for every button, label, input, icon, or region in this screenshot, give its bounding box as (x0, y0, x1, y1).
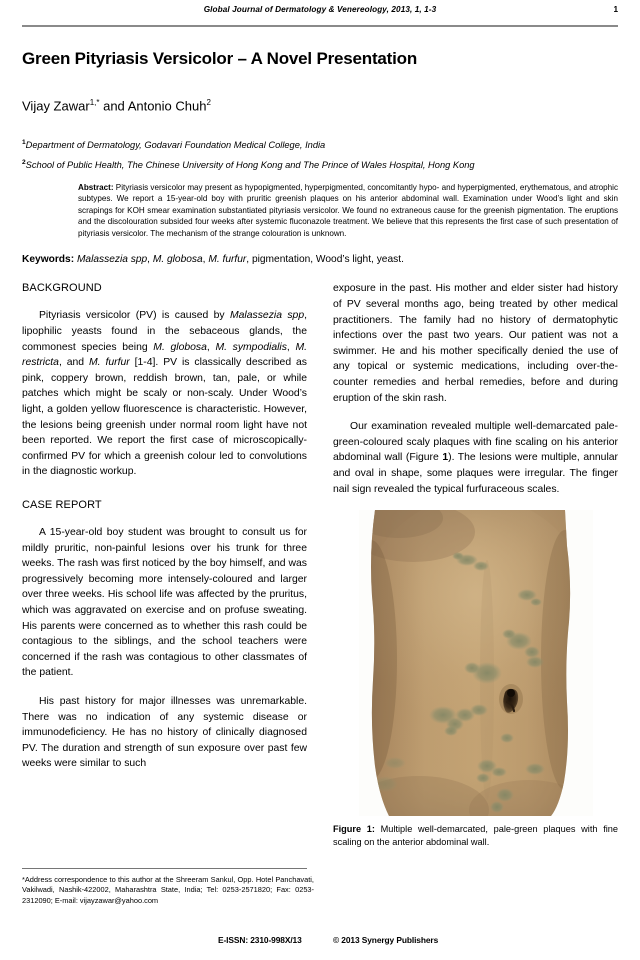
keywords-values (77, 254, 404, 265)
keyword-sep-2: , (202, 254, 209, 266)
paragraph-case-2: His past history for major illnesses was unremarkable. There was no indication of any systemic disease or immunodeficiency. He has no history of clinically diagnosed PV. The duration and strength of sun exposure over past few weeks were similar to such (22, 695, 307, 770)
copyright-label: © 2013 Synergy Publishers (333, 935, 439, 945)
keyword-italic-3: M. furfur (208, 254, 247, 266)
text-run: , (206, 341, 216, 353)
abstract-text: Pityriasis versicolor may present as hypopigmented, hyperpigmented, concomitantly hypo- and hyperpigmented, erythematous, and atrophic subtypes. We report a 15-year-old boy with pruritic greenish plaques on his anterior abdominal wall. Examination under Wood’s light and skin scrapings for KOH smear examination substantiated pityriasis versicolor. We found no extraneous cause for the greenish pigmentation. The eruptions and the discolouration subsided four weeks after systemic fluconazole treatment. We believe that this represents the first case of such presentation of pityriasis versicolor. The mechanism of the strange colouration is unknown. (78, 182, 618, 238)
running-header-journal-line: Global Journal of Dermatology & Venereology, 2013, 1, 1-3 (203, 5, 437, 14)
section-heading-case-report: CASE REPORT (22, 499, 102, 512)
affiliation-text: School of Public Health, The Chinese University of Hong Kong and The Prince of Wales Hospital, Hong Kong (25, 160, 475, 171)
species-name: Malassezia spp (230, 310, 305, 322)
keywords (22, 253, 618, 267)
keyword-tail: , pigmentation, Wood’s light, yeast. (246, 254, 404, 266)
author-1-affiliation-marker: 1,* (89, 98, 100, 107)
text-run: Pityriasis versicolor (PV) is caused by (39, 310, 230, 322)
author-name-2: Antonio Chuh (127, 98, 207, 114)
affiliation-item (22, 136, 618, 152)
text-run: , and (58, 357, 89, 369)
figure-caption-text: Multiple well-demarcated, pale-green plaques with fine scaling on the anterior abdominal wall. (333, 824, 619, 847)
text-run: , (286, 341, 296, 353)
header-divider (22, 25, 618, 27)
species-name: M. restricta (22, 341, 308, 369)
paragraph-case-2-continued: exposure in the past. His mother and elder sister had history of PV several months ago, being treated by other medical practitioners. The family had no history of dermatophytic infections over the past two years. Our patient was not a swimmer. He and his mother specifically denied the use of any topical or systemic medications, including over-the-counter remedies and herbal remedies, before and during eruption of the skin rash. (333, 283, 618, 404)
page-footer (22, 868, 618, 946)
paragraph-case-1: A 15-year-old boy student was brought to consult us for mildly pruritic, non-painful lesions over his trunk for three weeks. The rash was first noticed by the boy himself, and was progressively becoming more intensely-coloured and larger over three weeks. His school life was affected by the pruritus, which was aggravated on exercise and on profuse sweating. His parents were concerned as to whether this rash could be contagious to the siblings, and the school teachers were concerned if the rash was contagious to other classmates of the patient. (22, 527, 307, 679)
text-run: [1-4]. PV is classically described as pink, coppery brown, reddish brown, tan, pale, or while patches which might be scaly or non-scaly. Under Wood’s light, a golden yellow fluorescence is characteristic. However, the lesions being greenish under normal room light have not been reported. We report the first case of microscopically-confirmed PV for which a greenish colour led to convolutions in the diagnostic workup. (22, 357, 307, 478)
footer-bottom-row (22, 932, 618, 946)
running-header (22, 0, 618, 22)
paragraph-case-3 (333, 419, 618, 497)
clinical-photograph (359, 510, 593, 816)
footnote-divider (22, 868, 307, 869)
affiliation-item (22, 156, 618, 172)
affiliation-marker: 2 (22, 159, 26, 167)
correspondence-note: *Address correspondence to this author at the Shreeram Sankul, Opp. Hotel Panchavati, Vakilwadi, Nashik-422002, Maharashtra State, India; Tel: 0253-2571820; Fax: 0253-2312090; E-mail: vijayzawar@yahoo.com (22, 875, 314, 905)
paragraph-background-1 (22, 308, 307, 480)
figure-reference: 1 (442, 452, 449, 464)
section-heading-background: BACKGROUND (22, 282, 102, 295)
keyword-italic-1: Malassezia spp (76, 254, 148, 266)
left-column (22, 281, 307, 871)
figure-caption (333, 823, 618, 848)
text-run: , lipophilic yeasts found in the sebaceous glands, the commonest species being (22, 310, 307, 353)
species-name: M. globosa (153, 341, 207, 353)
species-name: M. furfur (89, 357, 130, 369)
eissn-label: E-ISSN: 2310-998X/13 (218, 935, 302, 945)
body-columns (22, 281, 618, 871)
abstract-label: Abstract: (78, 182, 114, 192)
author-name-1: Vijay Zawar (22, 98, 90, 114)
keyword-sep-1: , (147, 254, 153, 266)
affiliation-text: Department of Dermatology, Godavari Foundation Medical College, India (25, 140, 326, 151)
abstract (78, 182, 618, 240)
page-number: 1 (613, 5, 618, 14)
keywords-label: Keywords: (22, 254, 75, 266)
figure-label: Figure 1: (333, 824, 375, 835)
author-conjunction: and (99, 98, 128, 114)
species-name: M. sympodialis (215, 341, 287, 353)
keyword-italic-2: M. globosa (152, 254, 203, 266)
author-2-affiliation-marker: 2 (206, 98, 211, 107)
affiliation-marker: 1 (22, 139, 26, 147)
text-run: Our examination revealed multiple well-demarcated pale-green-coloured scaly plaques with fine scaling on his anterior abdominal wall (Figure (333, 421, 618, 464)
text-run: ). The lesions were multiple, annular and oval in shape, some plaques were irregular. The finger nail sign revealed the typical furfuraceous scales. (333, 452, 619, 495)
author-list (22, 94, 618, 114)
page-title: Green Pityriasis Versicolor – A Novel Presentation (22, 49, 418, 68)
right-column (333, 281, 618, 871)
figure-1 (333, 510, 618, 848)
affiliation-list (22, 136, 618, 172)
